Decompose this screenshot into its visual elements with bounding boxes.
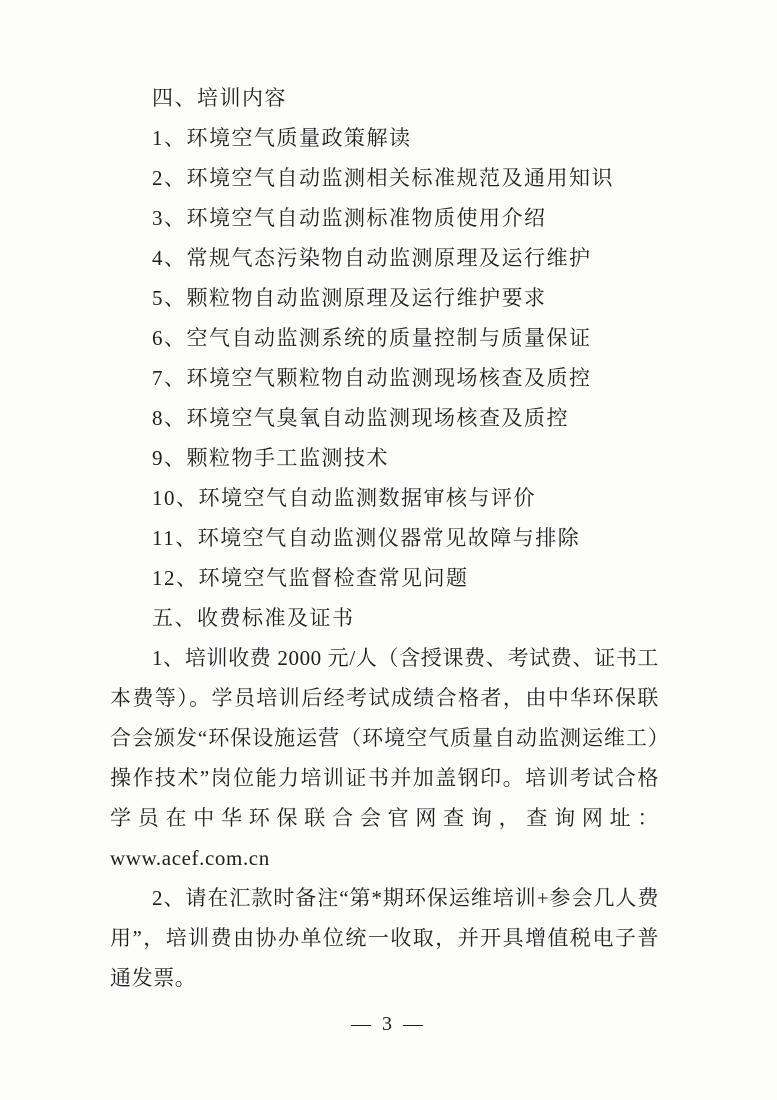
section-heading-fees-certificate: 五、收费标准及证书 <box>152 606 355 630</box>
document-body <box>110 78 659 998</box>
training-item-12: 12、环境空气监督检查常见问题 <box>152 566 469 590</box>
training-item-8: 8、环境空气臭氧自动监测现场核查及质控 <box>152 406 569 430</box>
fees-paragraph-2: 2、请在汇款时备注“第*期环保运维培训+参会几人费用”，培训费由协办单位统一收取，并开具增值税电子普通发票。 <box>110 886 659 990</box>
training-item-1: 1、环境空气质量政策解读 <box>152 126 412 150</box>
training-item-10: 10、环境空气自动监测数据审核与评价 <box>152 486 536 510</box>
training-item-5: 5、颗粒物自动监测原理及运行维护要求 <box>152 286 547 310</box>
training-item-7: 7、环境空气颗粒物自动监测现场核查及质控 <box>152 366 592 390</box>
training-item-2: 2、环境空气自动监测相关标准规范及通用知识 <box>152 166 614 190</box>
training-item-6: 6、空气自动监测系统的质量控制与质量保证 <box>152 326 592 350</box>
training-item-11: 11、环境空气自动监测仪器常见故障与排除 <box>152 526 581 550</box>
training-item-9: 9、颗粒物手工监测技术 <box>152 446 389 470</box>
section-heading-training-content: 四、培训内容 <box>152 86 287 110</box>
training-item-3: 3、环境空气自动监测标准物质使用介绍 <box>152 206 547 230</box>
page-number: — 3 — <box>351 1013 426 1035</box>
fees-paragraph-1: 1、培训收费 2000 元/人（含授课费、考试费、证书工本费等）。学员培训后经考试成绩合格者，由中华环保联合会颁发“环保设施运营（环境空气质量自动监测运维工）操作技术”岗位能力培训证书并加盖钢印。培训考试合格学员在中华环保联合会官网查询，查询网址：www.acef.com.cn <box>110 646 659 870</box>
training-item-4: 4、常规气态污染物自动监测原理及运行维护 <box>152 246 592 270</box>
